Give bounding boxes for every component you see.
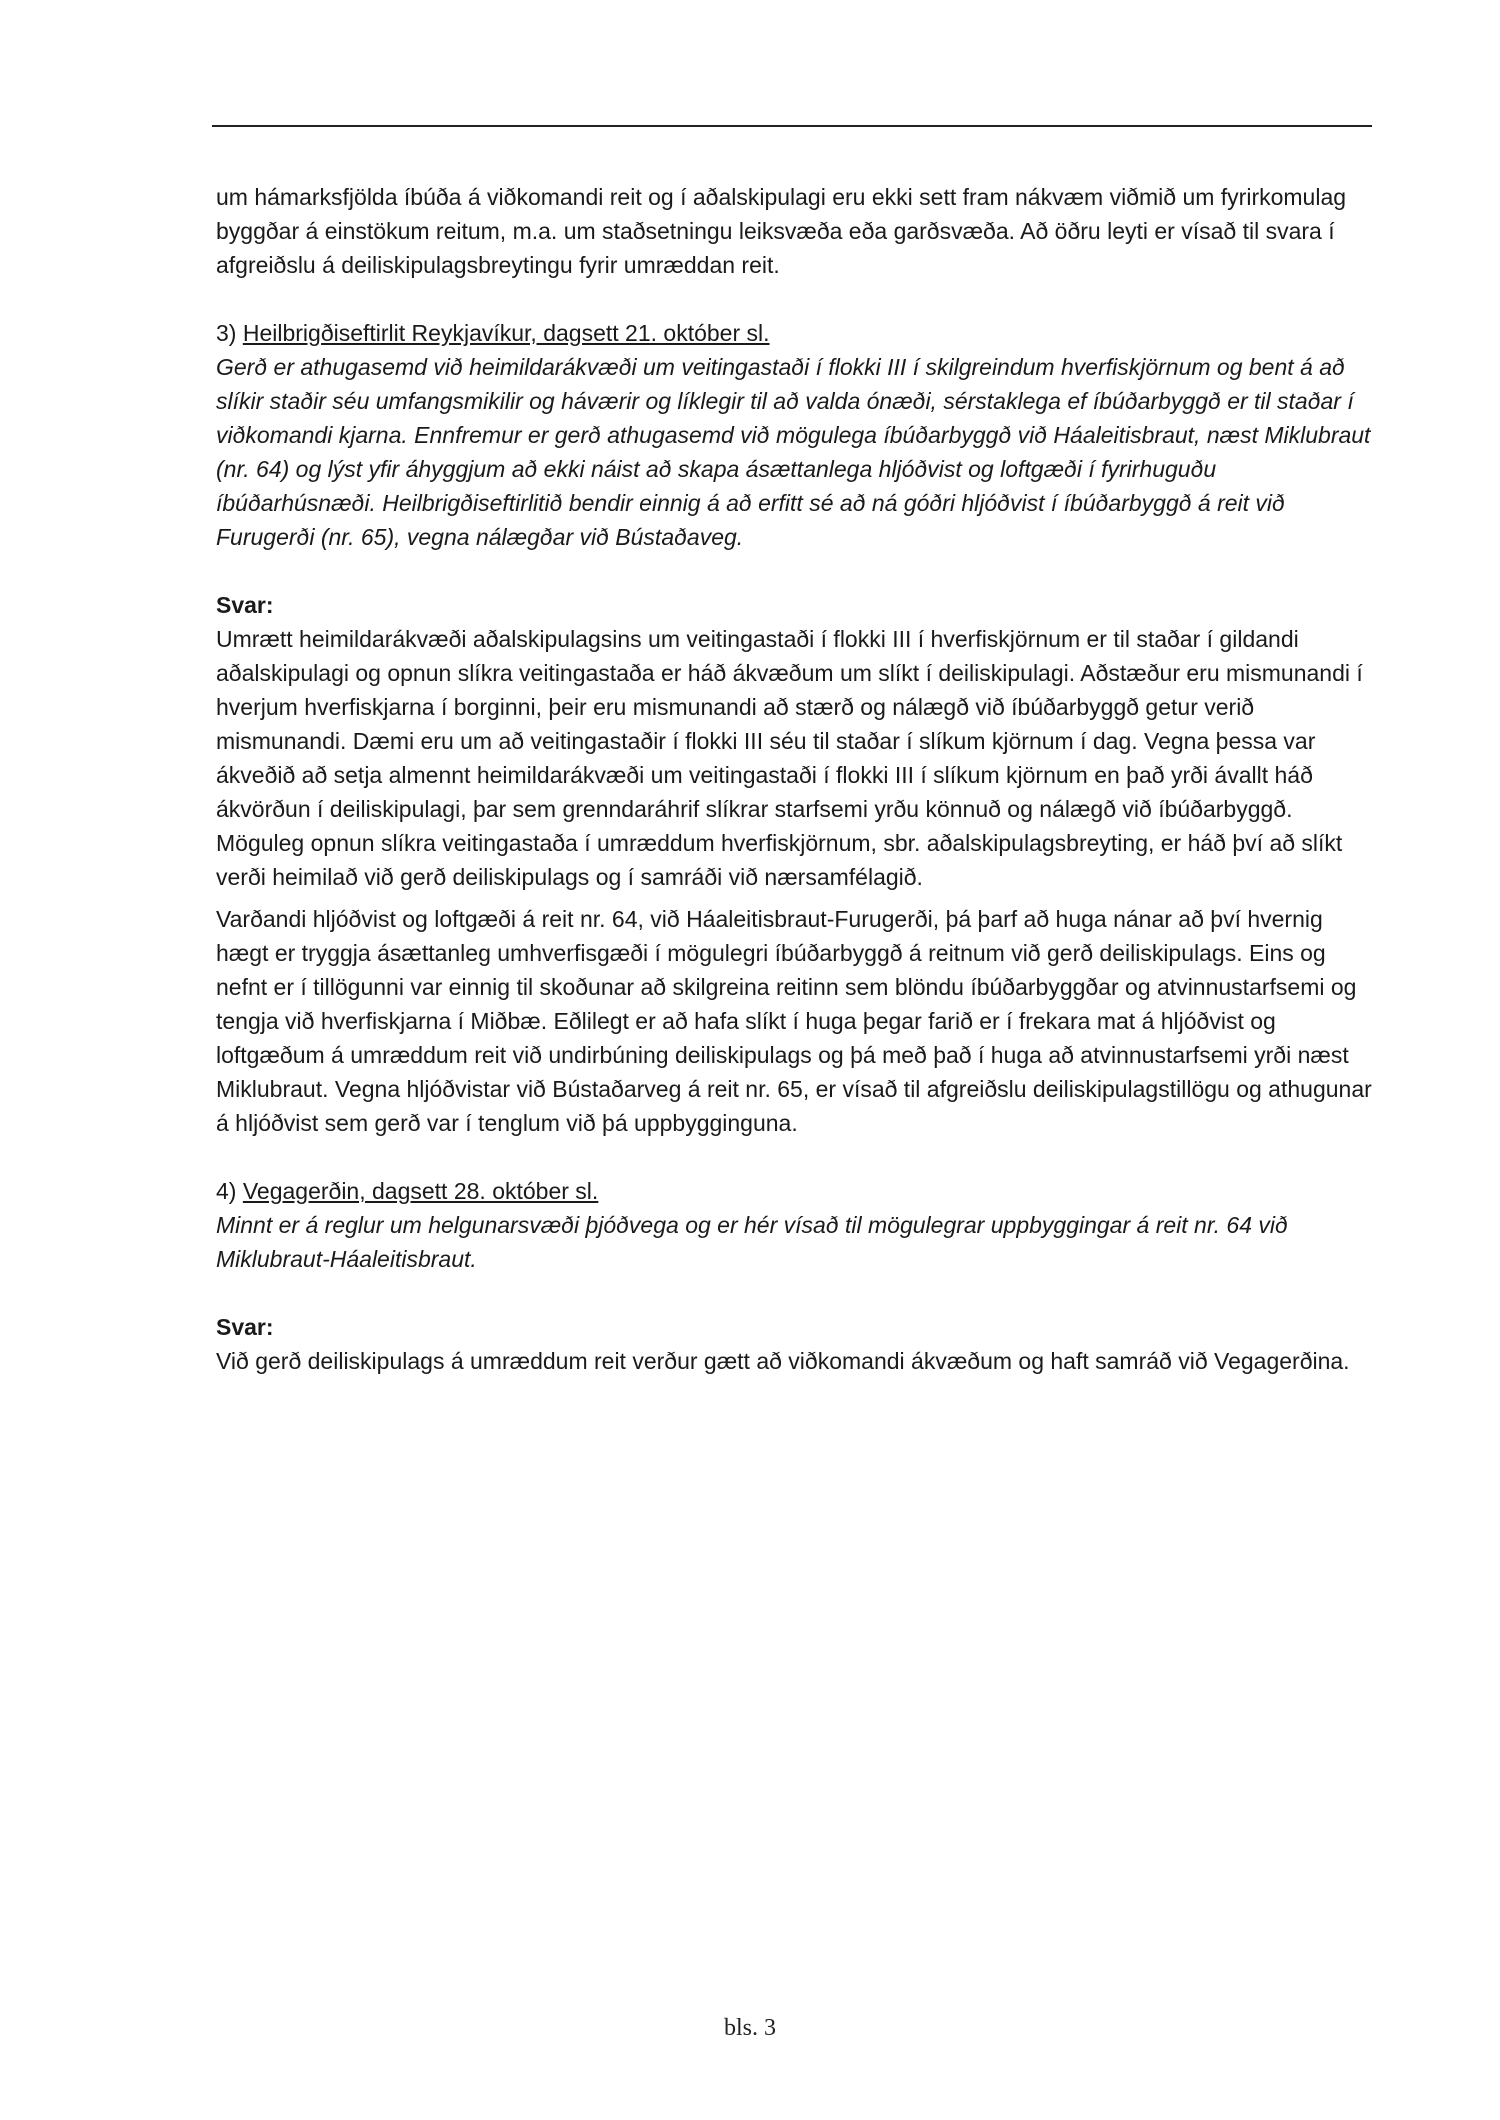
section-3-answer-paragraph-1: Umrætt heimildarákvæði aðalskipulagsins um veitingastaði í flokki III í hverfiskjörnum er til staðar í gildandi aðalskipulagi og opnun slíkra veitingastaða er háð ákvæðum um slíkt í deiliskipulagi. Aðstæður eru mismunandi í hverjum hverfiskjarna í borginni, þeir eru mismunandi að stærð og nálægð við íbúðarbyggð getur verið mismunandi. Dæmi eru um að veitingastaðir í flokki III séu til staðar í slíkum kjörnum í dag. Vegna þessa var ákveðið að setja almennt heimildarákvæði um veitingastaði í flokki III í slíkum kjörnum en það yrði ávallt háð ákvörðun í deiliskipulagi, þar sem grenndaráhrif slíkrar starfsemi yrðu könnuð og nálægð við íbúðarbyggð. Möguleg opnun slíkra veitingastaða í umræddum hverfiskjörnum, sbr. aðalskipulagsbreyting, er háð því að slíkt verði heimilað við gerð deiliskipulags og í samráði við nærsamfélagið. bbox=[216, 626, 1363, 890]
header-rule bbox=[212, 125, 1372, 127]
section-3-comment: Gerð er athugasemd við heimildarákvæði um veitingastaði í flokki III í skilgreindum hverfiskjörnum og bent á að slíkir staðir séu umfangsmikilir og háværir og líklegir til að valda ónæði, sérstaklega ef íbúðarbyggð er til staðar í viðkomandi kjarna. Ennfremur er gerð athugasemd við mögulega íbúðarbyggð við Háaleitisbraut, næst Miklubraut (nr. 64) og lýst yfir áhyggjum að ekki náist að skapa ásættanlega hljóðvist og loftgæði í fyrirhuguðu íbúðarhúsnæði. Heilbrigðiseftirlitið bendir einnig á að erfitt sé að ná góðri hljóðvist í íbúðarbyggð á reit við Furugerði (nr. 65), vegna nálægðar við Bústaðaveg. bbox=[216, 354, 1371, 550]
page-content bbox=[216, 180, 1376, 1378]
section-4-title: Vegagerðin, dagsett 28. október sl. bbox=[242, 1178, 599, 1204]
section-4-number: 4) bbox=[216, 1178, 237, 1204]
spacer bbox=[216, 554, 1376, 588]
section-3-answer-paragraph-2: Varðandi hljóðvist og loftgæði á reit nr. 64, við Háaleitisbraut-Furugerði, þá þarf að huga nánar að því hvernig hægt er tryggja ásættanleg umhverfisgæði í mögulegri íbúðarbyggð á reitnum við gerð deiliskipulags. Eins og nefnt er í tillögunni var einnig til skoðunar að skilgreina reitinn sem blöndu íbúðarbyggðar og atvinnustarfsemi og tengja við hverfiskjarna í Miðbæ. Eðlilegt er að hafa slíkt í huga þegar farið er í frekara mat á hljóðvist og loftgæðum á umræddum reit við undirbúning deiliskipulags og þá með það í huga að atvinnustarfsemi yrði næst Miklubraut. Vegna hljóðvistar við Bústaðarveg á reit nr. 65, er vísað til afgreiðslu deiliskipulagstillögu og athugunar á hljóðvist sem gerð var í tenglum við þá uppbygginguna. bbox=[216, 906, 1372, 1136]
spacer bbox=[216, 282, 1376, 316]
section-4-answer-paragraph-1: Við gerð deiliskipulags á umræddum reit verður gætt að viðkomandi ákvæðum og haft samráð við Vegagerðina. bbox=[216, 1348, 1350, 1374]
page-number: bls. 3 bbox=[723, 2015, 776, 2041]
section-3-heading bbox=[216, 316, 1376, 350]
spacer bbox=[216, 894, 1376, 902]
section-3-answer-label: Svar: bbox=[216, 592, 274, 618]
spacer bbox=[216, 1276, 1376, 1310]
section-4-heading bbox=[216, 1174, 1376, 1208]
section-4-comment: Minnt er á reglur um helgunarsvæði þjóðvega og er hér vísað til mögulegrar uppbyggingar á reit nr. 64 við Miklubraut-Háaleitisbraut. bbox=[216, 1212, 1288, 1272]
section-3-title: Heilbrigðiseftirlit Reykjavíkur, dagsett 21. október sl. bbox=[242, 320, 770, 346]
section-4-answer-label: Svar: bbox=[216, 1314, 274, 1340]
section-3-number: 3) bbox=[216, 320, 237, 346]
intro-paragraph: um hámarksfjölda íbúða á viðkomandi reit og í aðalskipulagi eru ekki sett fram nákvæm viðmið um fyrirkomulag byggðar á einstökum reitum, m.a. um staðsetningu leiksvæða eða garðsvæða. Að öðru leyti er vísað til svara í afgreiðslu á deiliskipulagsbreytingu fyrir umræddan reit. bbox=[216, 184, 1347, 278]
spacer bbox=[216, 1140, 1376, 1174]
